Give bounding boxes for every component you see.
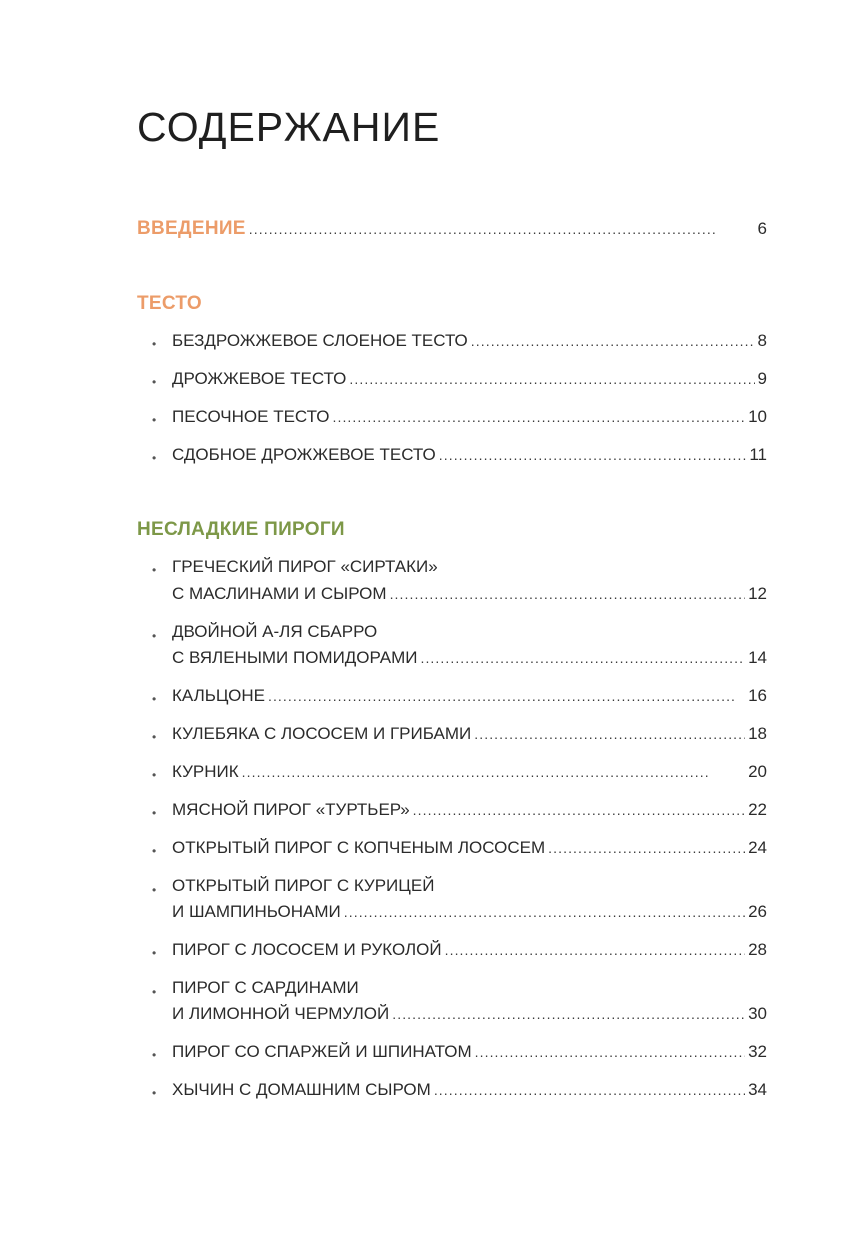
toc-entry[interactable] (172, 1042, 767, 1066)
leader-dots (390, 586, 746, 602)
entry-title: ХЫЧИН С ДОМАШНИМ СЫРОМ (172, 1080, 431, 1099)
toc-entry[interactable] (172, 445, 767, 469)
page-number: 18 (748, 724, 767, 743)
bullet-icon: • (152, 413, 157, 427)
bullet-icon: • (152, 337, 157, 351)
entry-title: СДОБНОЕ ДРОЖЖЕВОЕ ТЕСТО (172, 445, 436, 464)
toc-entry[interactable] (172, 1080, 767, 1104)
bullet-icon: • (152, 1048, 157, 1062)
bullet-icon: • (152, 985, 157, 999)
page-number: 6 (757, 219, 767, 238)
page-number: 30 (748, 1004, 767, 1023)
bullet-icon: • (152, 768, 157, 782)
bullet-icon: • (152, 946, 157, 960)
entry-title: ПИРОГ СО СПАРЖЕЙ И ШПИНАТОМ (172, 1042, 472, 1061)
entry-title-line1[interactable]: ОТКРЫТЫЙ ПИРОГ С КУРИЦЕЙ (172, 876, 435, 895)
entry-title-line2: С МАСЛИНАМИ И СЫРОМ (172, 584, 387, 603)
entry-title: ПЕСОЧНОЕ ТЕСТО (172, 407, 330, 426)
leader-dots (474, 726, 745, 742)
toc-entry[interactable] (172, 724, 767, 748)
page-number: 8 (757, 331, 767, 350)
bullet-icon: • (152, 883, 157, 897)
leader-dots (445, 942, 745, 958)
leader-dots (420, 650, 745, 666)
bullet-icon: • (152, 1086, 157, 1100)
leader-dots (332, 409, 745, 425)
entry-title: МЯСНОЙ ПИРОГ «ТУРТЬЕР» (172, 800, 410, 819)
bullet-icon: • (152, 451, 157, 465)
page-number: 22 (748, 800, 767, 819)
entry-title-line1[interactable]: ГРЕЧЕСКИЙ ПИРОГ «СИРТАКИ» (172, 557, 438, 576)
toc-entry[interactable] (172, 940, 767, 964)
page-number: 9 (757, 369, 767, 388)
entry-title-line2: И ЛИМОННОЙ ЧЕРМУЛОЙ (172, 1004, 390, 1023)
section-heading-savory-pies: НЕСЛАДКИЕ ПИРОГИ (137, 519, 345, 540)
toc-entry[interactable] (172, 648, 767, 672)
section-heading-dough: ТЕСТО (137, 293, 202, 314)
page-number: 14 (748, 648, 767, 667)
leader-dots (349, 371, 754, 387)
bullet-icon: • (152, 730, 157, 744)
entry-title-line1[interactable]: ДВОЙНОЙ А-ЛЯ СБАРРО (172, 622, 378, 641)
page-number: 16 (748, 686, 767, 705)
entry-title: БЕЗДРОЖЖЕВОЕ СЛОЕНОЕ ТЕСТО (172, 331, 468, 350)
page-number: 32 (748, 1042, 767, 1061)
entry-title-line2: С ВЯЛЕНЫМИ ПОМИДОРАМИ (172, 648, 418, 667)
bullet-icon: • (152, 692, 157, 706)
bullet-icon: • (152, 806, 157, 820)
entry-title: КУЛЕБЯКА С ЛОСОСЕМ И ГРИБАМИ (172, 724, 472, 743)
leader-dots (434, 1082, 745, 1098)
entry-title-line2: И ШАМПИНЬОНАМИ (172, 902, 341, 921)
entry-title-line1[interactable]: ПИРОГ С САРДИНАМИ (172, 978, 359, 997)
bullet-icon: • (152, 563, 157, 577)
toc-entry[interactable] (172, 800, 767, 824)
toc-entry[interactable] (172, 902, 767, 926)
toc-entry[interactable] (172, 686, 767, 710)
bullet-icon: • (152, 844, 157, 858)
page-number: 24 (748, 838, 767, 857)
entry-title: КУРНИК (172, 762, 239, 781)
entry-title: ПИРОГ С ЛОСОСЕМ И РУКОЛОЙ (172, 940, 442, 959)
page-number: 10 (748, 407, 767, 426)
toc-entry[interactable] (172, 369, 767, 393)
toc-entry-intro[interactable] (137, 218, 767, 242)
page-number: 11 (749, 445, 767, 464)
page-number: 12 (748, 584, 767, 603)
leader-dots (413, 802, 745, 818)
bullet-icon: • (152, 629, 157, 643)
leader-dots (475, 1044, 745, 1060)
leader-dots (249, 221, 755, 237)
page-number: 20 (748, 762, 767, 781)
toc-entry[interactable] (172, 407, 767, 431)
leader-dots (268, 688, 745, 704)
toc-entry[interactable] (172, 1004, 767, 1028)
toc-entry[interactable] (172, 762, 767, 786)
page-number: 28 (748, 940, 767, 959)
entry-title: КАЛЬЦОНЕ (172, 686, 265, 705)
page-number: 26 (748, 902, 767, 921)
leader-dots (439, 447, 747, 463)
toc-entry[interactable] (172, 584, 767, 608)
leader-dots (242, 764, 745, 780)
toc-entry[interactable] (172, 838, 767, 862)
toc-entry[interactable] (172, 331, 767, 355)
leader-dots (344, 904, 745, 920)
entry-title: ОТКРЫТЫЙ ПИРОГ С КОПЧЕНЫМ ЛОСОСЕМ (172, 838, 546, 857)
leader-dots (548, 840, 745, 856)
entry-title: ДРОЖЖЕВОЕ ТЕСТО (172, 369, 347, 388)
intro-label: ВВЕДЕНИЕ (137, 218, 246, 239)
leader-dots (471, 333, 755, 349)
page-title: СОДЕРЖАНИЕ (137, 104, 441, 150)
page-number: 34 (748, 1080, 767, 1099)
leader-dots (392, 1006, 745, 1022)
bullet-icon: • (152, 375, 157, 389)
